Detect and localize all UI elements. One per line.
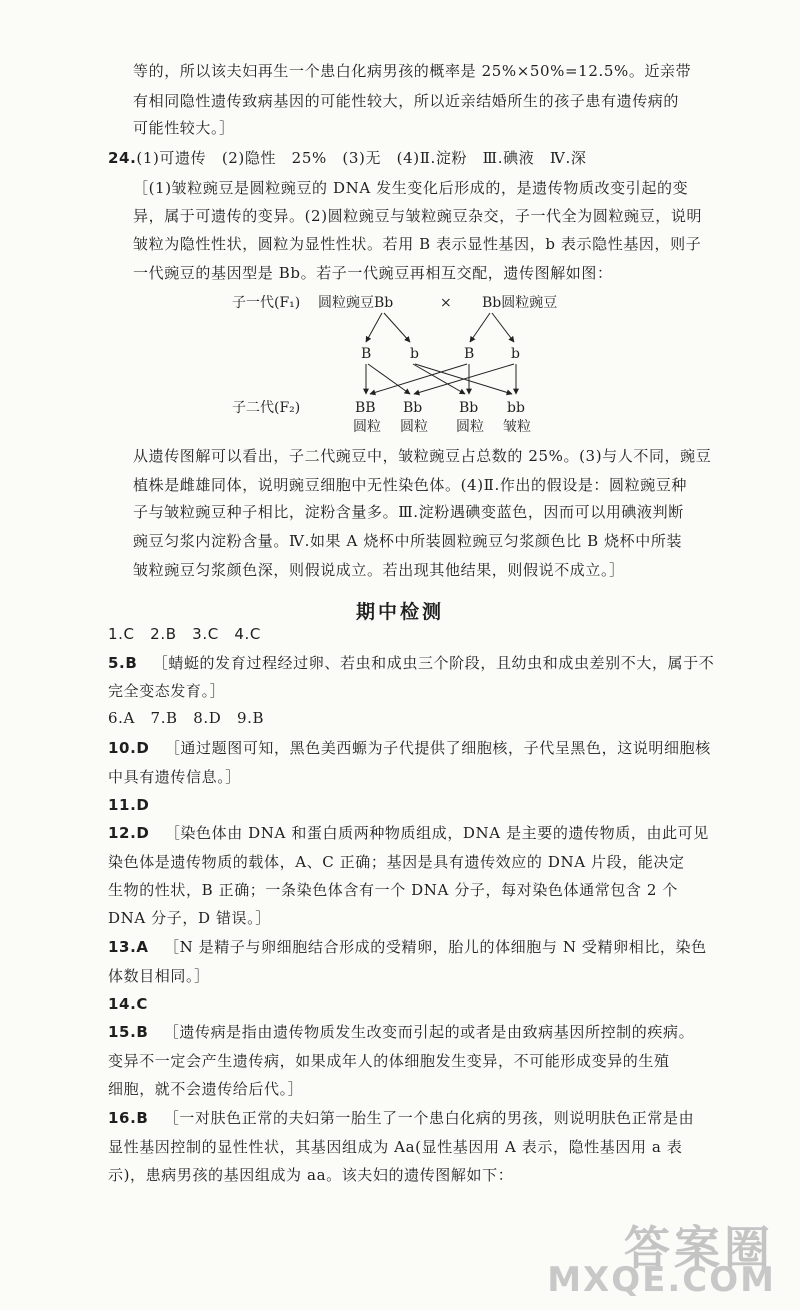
text-line: 染色体是遗传物质的载体，A、C 正确；基因是具有遗传效应的 DNA 片段，能决定 [108, 853, 685, 871]
question-number: 5.B [108, 654, 138, 672]
question-5 [108, 652, 714, 674]
watermark-url: MXQE.COM [547, 1260, 776, 1300]
text-line: 子与皱粒豌豆种子相比，淀粉含量多。Ⅲ.淀粉遇碘变蓝色，因而可以用碘液判断 [133, 503, 684, 521]
answers-6-9: 6.A 7.B 8.D 9.B [108, 709, 265, 727]
genotype-Bb-2: Bb [459, 400, 479, 416]
genotype-BB: BB [355, 400, 376, 416]
text-line: 豌豆匀浆内淀粉含量。Ⅳ.如果 A 烧杯中所装圆粒豌豆匀浆颜色比 B 烧杯中所装 [133, 532, 683, 550]
text-line: 一代豌豆的基因型是 Bb。若子一代豌豆再相互交配，遗传图解如图： [133, 264, 613, 282]
phenotype-4: 皱粒 [503, 419, 531, 435]
question-number: 24. [108, 149, 137, 167]
text-line: 等的，所以该夫妇再生一个患白化病男孩的概率是 25%×50%=12.5%。近亲带 [133, 62, 692, 80]
watermark-logo [547, 1212, 782, 1302]
watermark-text: 答案圈 [624, 1221, 774, 1275]
genotype-Bb-1: Bb [403, 400, 423, 416]
explanation: ［遗传病是指由遗传物质发生改变而引起的或者是由致病基因所控制的疾病。 [163, 1023, 695, 1041]
question-10 [108, 737, 711, 759]
text-line: 皱粒为隐性性状，圆粒为显性性状。若用 B 表示显性基因，b 表示隐性基因，则子 [133, 235, 702, 253]
gamete-to-offspring-arrows [366, 364, 516, 394]
text-line: 植株是雌雄同体，说明豌豆细胞中无性染色体。(4)Ⅱ.作出的假设是：圆粒豌豆种 [133, 476, 688, 494]
question-16 [108, 1107, 694, 1129]
parent-left: 圆粒豌豆Bb [318, 295, 394, 311]
question-11: 11.D [108, 796, 150, 814]
section-title: 期中检测 [355, 601, 444, 623]
question-13 [108, 936, 707, 958]
question-number: 15.B [108, 1023, 149, 1041]
gamete-b-left: b [410, 346, 419, 362]
explanation: ［通过题图可知，黑色美西螈为子代提供了细胞核，子代呈黑色，这说明细胞核 [164, 739, 711, 757]
text-line: 有相同隐性遗传致病基因的可能性较大，所以近亲结婚所生的孩子患有遗传病的 [133, 92, 680, 110]
text-line: 完全变态发育。］ [108, 682, 226, 700]
text-line: 皱粒豌豆匀浆颜色深，则假说成立。若出现其他结果，则假说不成立。］ [133, 561, 625, 579]
gamete-b-right: b [511, 346, 520, 362]
answer-text: (1)可遗传 (2)隐性 25% (3)无 (4)Ⅱ.淀粉 Ⅲ.碘液 Ⅳ.深 [136, 149, 587, 167]
question-15 [108, 1021, 694, 1043]
text-line: 生物的性状，B 正确；一条染色体含有一个 DNA 分子，每对染色体通常包含 2 个 [108, 881, 678, 899]
explanation: ［染色体由 DNA 和蛋白质两种物质组成，DNA 是主要的遗传物质，由此可见 [164, 824, 709, 842]
phenotype-3: 圆粒 [456, 419, 484, 435]
text-line: 可能性较大。］ [133, 119, 235, 137]
text-line: 异，属于可遗传的变异。(2)圆粒豌豆与皱粒豌豆杂交，子一代全为圆粒豌豆，说明 [133, 207, 703, 225]
text-line: 变异不一定会产生遗传病，如果成年人的体细胞发生变异，不可能形成变异的生殖 [108, 1052, 670, 1070]
genotype-bb: bb [507, 400, 525, 416]
question-number: 16.B [108, 1109, 149, 1127]
text-line: 显性基因控制的显性性状，其基因组成为 Aa(显性基因用 A 表示，隐性基因用 a 表 [108, 1138, 683, 1156]
parent-right: Bb圆粒豌豆 [482, 295, 558, 311]
text-line: DNA 分子，D 错误。］ [108, 909, 271, 927]
cross-symbol: × [440, 295, 452, 311]
text-line: 示)，患病男孩的基因组成为 aa。该夫妇的遗传图解如下： [108, 1166, 514, 1184]
question-number: 10.D [108, 739, 150, 757]
f2-label: 子二代(F₂) [232, 400, 301, 416]
explanation: ［N 是精子与卵细胞结合形成的受精卵，胎儿的体细胞与 N 受精卵相比，染色 [163, 938, 707, 956]
text-line: 中具有遗传信息。］ [108, 768, 241, 786]
text-line: 从遗传图解可以看出，子二代豌豆中，皱粒豌豆占总数的 25%。(3)与人不同，豌豆 [133, 447, 712, 465]
answers-1-4: 1.C 2.B 3.C 4.C [108, 625, 261, 643]
parent-to-gamete-arrows [366, 313, 514, 342]
phenotype-2: 圆粒 [400, 419, 428, 435]
explanation: ［一对肤色正常的夫妇第一胎生了一个患白化病的男孩，则说明肤色正常是由 [163, 1109, 695, 1127]
phenotype-1: 圆粒 [353, 419, 381, 435]
f1-label: 子一代(F₁) [232, 295, 301, 311]
question-12 [108, 822, 709, 844]
text-line: ［(1)皱粒豌豆是圆粒豌豆的 DNA 发生变化后形成的，是遗传物质改变引起的变 [133, 179, 689, 197]
text-line: 细胞，就不会遗传给后代。］ [108, 1080, 304, 1098]
question-number: 12.D [108, 824, 150, 842]
question-number: 13.A [108, 938, 149, 956]
text-line: 体数目相同。］ [108, 967, 210, 985]
gamete-B-right: B [464, 346, 475, 362]
question-14: 14.C [108, 995, 148, 1013]
explanation: ［蜻蜓的发育过程经过卵、若虫和成虫三个阶段，且幼虫和成虫差别不大，属于不 [152, 654, 715, 672]
gamete-B-left: B [361, 346, 372, 362]
